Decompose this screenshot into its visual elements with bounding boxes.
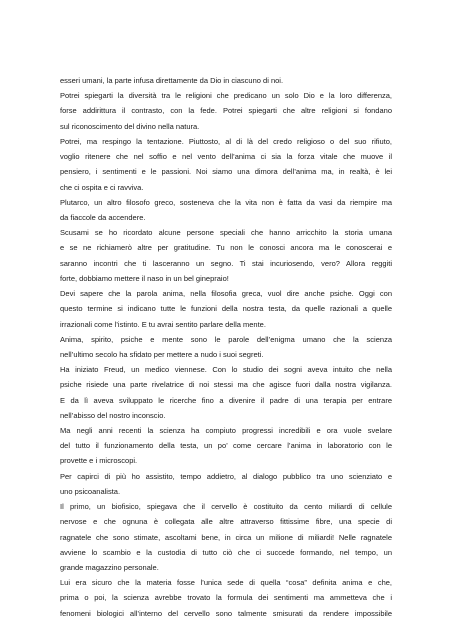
text-line: nell’ultimo secolo ha sfidato per mettere a nudo i suoi segreti. (60, 349, 264, 359)
body-text (60, 73, 392, 621)
text-line: Il primo, un biofisico, spiegava che il cervello è costituito da cento miliardi di cellule (60, 502, 392, 512)
text-line: Per capirci di più ho assistito, tempo addietro, al dialogo pubblico tra uno scienziato e (60, 471, 392, 481)
text-line: ragnatele che sono stimate, ascoltami bene, in circa un milione di miliardi! Nelle ragnatele (60, 532, 392, 542)
text-line: uno psicoanalista. (60, 486, 121, 496)
text-line: da fiaccole da accendere. (60, 212, 146, 222)
text-line: pensiero, i sentimenti e le passioni. Noi siamo una dimora dell’anima ma, in realtà, è lei (60, 167, 392, 177)
text-line: saranno incontri che ti lasceranno un segno. Ti stai incuriosendo, vero? Allora reggiti (60, 258, 392, 268)
text-line: del tutto il funzionamento della testa, un po’ come cercare l’anima in laboratorio con le (60, 441, 392, 451)
text-line: fenomeni biologici all’interno del cervello sono talmente smisurati da rendere impossibile (60, 608, 392, 618)
text-line: nell’abisso del nostro inconscio. (60, 410, 166, 420)
text-line: forte, dobbiamo mettere il naso in un bel ginepraio! (60, 273, 229, 283)
text-line: esseri umani, la parte infusa direttamente da Dio in ciascuno di noi. (60, 76, 284, 85)
text-line: Potrei spiegarti la diversità tra le religioni che predicano un solo Dio e la loro differenza, (60, 91, 392, 101)
text-line: che ci ospita e ci ravviva. (60, 182, 144, 192)
text-line: questo termine si indicano tutte le funzioni della nostra testa, da quelle razionali a quelle (60, 304, 392, 314)
text-line: prima o poi, la scienza avrebbe trovato la formula dei sentimenti ma ammetteva che i (60, 593, 392, 603)
text-line: Lui era sicuro che la materia fosse l’unica sede di quella “cosa” definita anima e che, (60, 578, 392, 588)
text-line: psiche risiede una parte rivelatrice di noi stessi ma che agisce fuori dalla nostra vigilanza. (60, 380, 392, 390)
text-line: voglio ritenere che nel soffio e nel vento dell’anima ci sia la forza vitale che muove il (60, 152, 392, 162)
text-line: Ma negli anni recenti la scienza ha compiuto progressi incredibili e ora vuole svelare (60, 426, 392, 436)
text-line: Plutarco, un altro filosofo greco, sosteneva che la vita non è fatta da vasi da riempire ma (60, 197, 392, 207)
text-line: sul riconoscimento del divino nella natura. (60, 121, 200, 131)
text-line: avviene lo scambio e la custodia di tutto ciò che ci succede formando, nel tempo, un (60, 547, 392, 557)
text-line: provette e i microscopi. (60, 456, 138, 466)
text-line: forse addirittura il contrasto, con la fede. Potrei spiegarti che altre religioni si fondano (60, 106, 392, 116)
text-line: nervose e che ognuna è collegata alle altre attraverso fittissime fibre, una specie di (60, 517, 392, 527)
text-line: Anima, spirito, psiche e mente sono le parole dell’enigma umano che la scienza (60, 334, 392, 344)
text-line: e se ne richiamerò altre per gratitudine. Tu non le conosci ancora ma le conoscerai e (60, 243, 392, 253)
text-line: irrazionali come l’istinto. E tu avrai sentito parlare della mente. (60, 319, 266, 329)
text-line: Ha iniziato Freud, un medico viennese. Con lo studio dei sogni aveva intuito che nella (60, 365, 392, 375)
text-line: Scusami se ho ricordato alcune persone speciali che hanno arricchito la storia umana (60, 228, 392, 238)
text-line: grande magazzino personale. (60, 563, 159, 572)
text-line: E da lì aveva sviluppato le ricerche fino a divenire il padre di una terapia per entrare (60, 395, 392, 405)
text-line: Potrei, ma respingo la tentazione. Piuttosto, al di là del credo religioso o del suo rifiuto, (60, 136, 392, 146)
text-line: Devi sapere che la parola anima, nella filosofia greca, vuol dire anche psiche. Oggi con (60, 289, 392, 299)
